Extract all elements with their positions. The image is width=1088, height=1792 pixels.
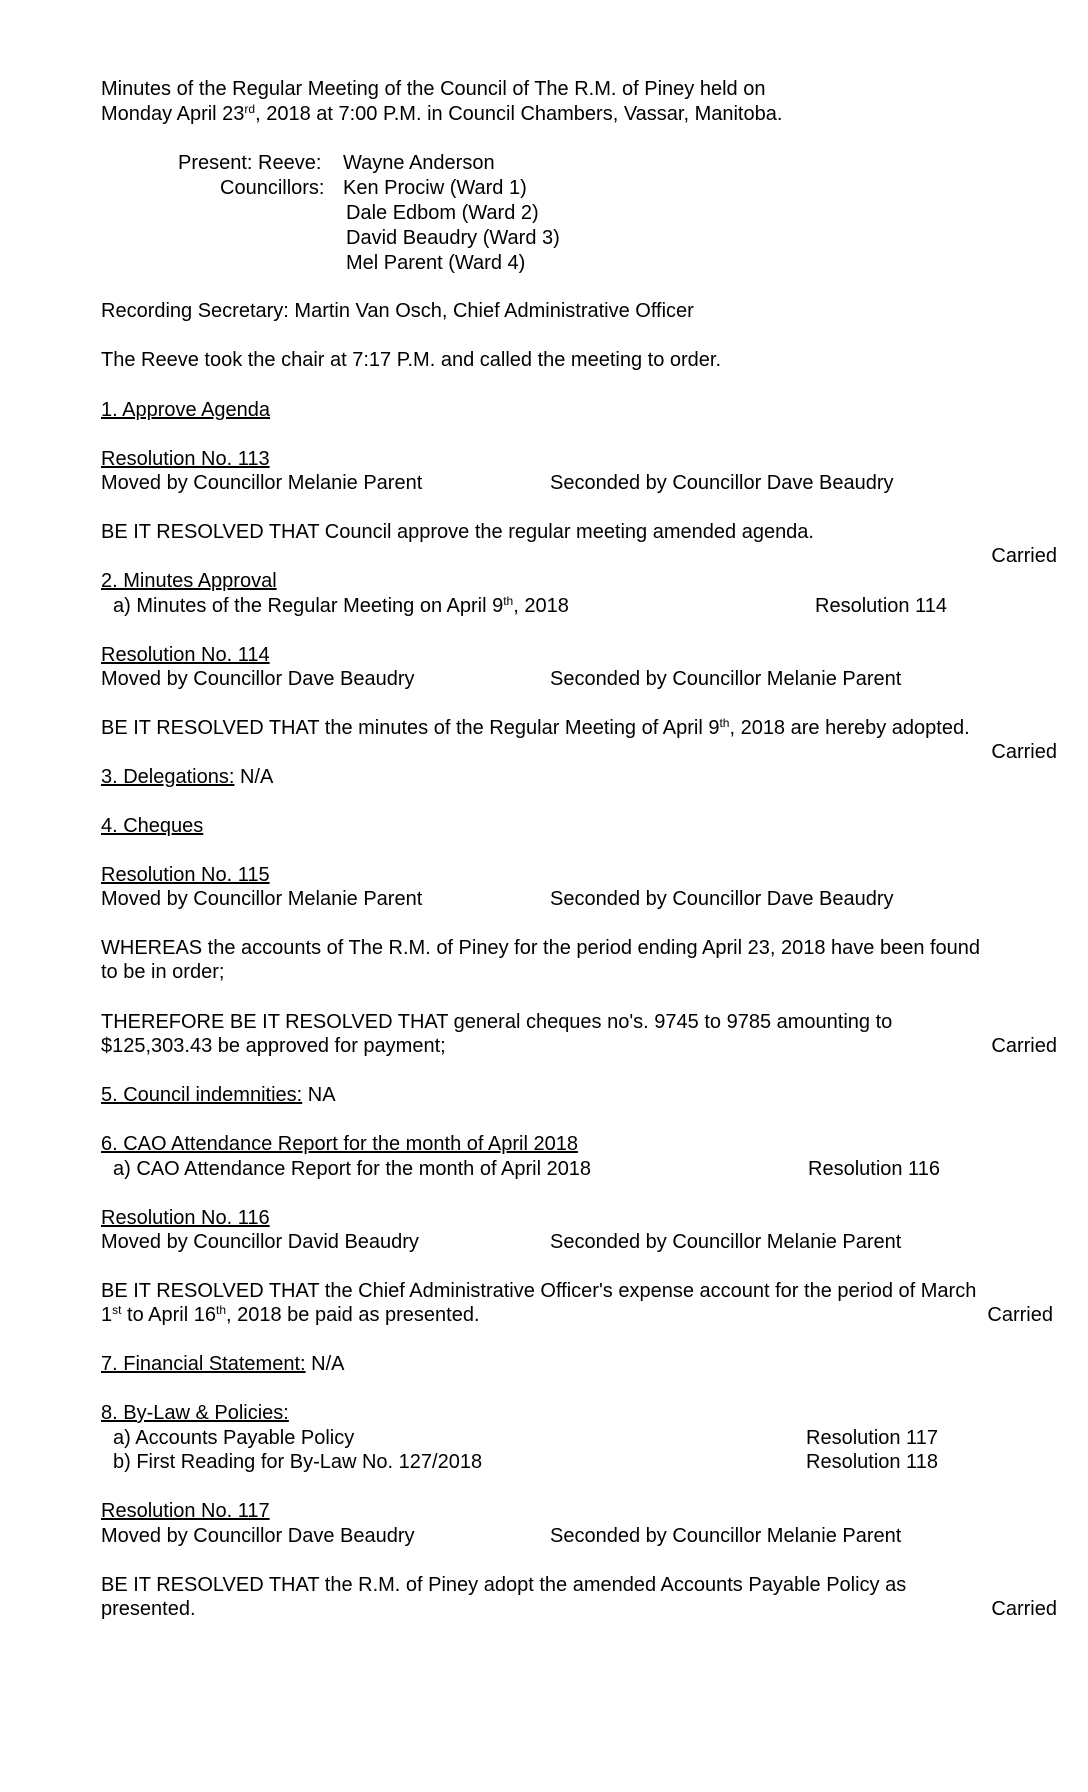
councillors-label: Councillors: bbox=[220, 177, 325, 199]
resolution-115-whereas-2: to be in order; bbox=[101, 961, 225, 983]
resolution-115-whereas-1: WHEREAS the accounts of The R.M. of Piney for the period ending April 23, 2018 have been found bbox=[101, 937, 981, 959]
header-line-2: Monday April 23rd, 2018 at 7:00 P.M. in Council Chambers, Vassar, Manitoba. bbox=[101, 102, 783, 125]
section-2-item-a: a) Minutes of the Regular Meeting on April 9th, 2018 bbox=[113, 594, 569, 617]
section-6-heading: 6. CAO Attendance Report for the month of April 2018 bbox=[101, 1133, 578, 1155]
section-8-item-b-resolution: Resolution 118 bbox=[806, 1451, 938, 1473]
section-3-heading: 3. Delegations: N/A bbox=[101, 766, 274, 788]
resolution-113-text: BE IT RESOLVED THAT Council approve the regular meeting amended agenda. bbox=[101, 521, 814, 543]
resolution-117-title: Resolution No. 117 bbox=[101, 1500, 270, 1522]
resolution-116-moved: Moved by Councillor David Beaudry bbox=[101, 1231, 419, 1253]
resolution-116-text-2: 1st to April 16th, 2018 be paid as presented. bbox=[101, 1303, 480, 1326]
resolution-116-title: Resolution No. 116 bbox=[101, 1207, 270, 1229]
resolution-117-moved: Moved by Councillor Dave Beaudry bbox=[101, 1525, 415, 1547]
recording-secretary: Recording Secretary: Martin Van Osch, Chief Administrative Officer bbox=[101, 300, 694, 322]
section-8-item-a-resolution: Resolution 117 bbox=[806, 1427, 938, 1449]
resolution-115-carried: Carried bbox=[991, 1035, 1057, 1057]
section-8-item-b: b) First Reading for By-Law No. 127/2018 bbox=[113, 1451, 483, 1473]
resolution-117-carried: Carried bbox=[991, 1598, 1057, 1620]
present-label: Present: Reeve: bbox=[178, 152, 322, 174]
resolution-114-moved: Moved by Councillor Dave Beaudry bbox=[101, 668, 415, 690]
reeve-name: Wayne Anderson bbox=[343, 152, 495, 174]
section-8-heading: 8. By-Law & Policies: bbox=[101, 1402, 289, 1424]
call-to-order: The Reeve took the chair at 7:17 P.M. and called the meeting to order. bbox=[101, 349, 722, 371]
resolution-116-seconded: Seconded by Councillor Melanie Parent bbox=[550, 1231, 902, 1253]
section-4-heading: 4. Cheques bbox=[101, 815, 204, 837]
section-1-heading: 1. Approve Agenda bbox=[101, 399, 271, 421]
resolution-114-title: Resolution No. 114 bbox=[101, 644, 270, 666]
resolution-113-seconded: Seconded by Councillor Dave Beaudry bbox=[550, 472, 894, 494]
resolution-115-seconded: Seconded by Councillor Dave Beaudry bbox=[550, 888, 894, 910]
section-5-heading: 5. Council indemnities: NA bbox=[101, 1084, 336, 1106]
section-2-item-a-resolution: Resolution 114 bbox=[815, 595, 947, 617]
resolution-113-title: Resolution No. 113 bbox=[101, 448, 270, 470]
resolution-113-moved: Moved by Councillor Melanie Parent bbox=[101, 472, 423, 494]
resolution-114-seconded: Seconded by Councillor Melanie Parent bbox=[550, 668, 902, 690]
resolution-115-title: Resolution No. 115 bbox=[101, 864, 270, 886]
header-line-1: Minutes of the Regular Meeting of the Council of The R.M. of Piney held on bbox=[101, 78, 766, 100]
resolution-117-seconded: Seconded by Councillor Melanie Parent bbox=[550, 1525, 902, 1547]
resolution-117-text-1: BE IT RESOLVED THAT the R.M. of Piney adopt the amended Accounts Payable Policy as bbox=[101, 1574, 907, 1596]
resolution-114-text: BE IT RESOLVED THAT the minutes of the Regular Meeting of April 9th, 2018 are hereby adopted. bbox=[101, 716, 970, 739]
councillor-4: Mel Parent (Ward 4) bbox=[346, 252, 526, 274]
councillor-3: David Beaudry (Ward 3) bbox=[346, 227, 560, 249]
resolution-116-carried: Carried bbox=[987, 1304, 1053, 1326]
resolution-115-therefore-2: $125,303.43 be approved for payment; bbox=[101, 1035, 446, 1057]
resolution-115-therefore-1: THEREFORE BE IT RESOLVED THAT general cheques no's. 9745 to 9785 amounting to bbox=[101, 1011, 893, 1033]
resolution-113-carried: Carried bbox=[991, 545, 1057, 567]
section-6-item-a: a) CAO Attendance Report for the month of April 2018 bbox=[113, 1158, 592, 1180]
section-2-heading: 2. Minutes Approval bbox=[101, 570, 277, 592]
resolution-114-carried: Carried bbox=[991, 741, 1057, 763]
councillor-2: Dale Edbom (Ward 2) bbox=[346, 202, 539, 224]
section-7-heading: 7. Financial Statement: N/A bbox=[101, 1353, 345, 1375]
resolution-117-text-2: presented. bbox=[101, 1598, 196, 1620]
resolution-115-moved: Moved by Councillor Melanie Parent bbox=[101, 888, 423, 910]
councillor-1: Ken Prociw (Ward 1) bbox=[343, 177, 527, 199]
section-8-item-a: a) Accounts Payable Policy bbox=[113, 1427, 355, 1449]
resolution-116-text-1: BE IT RESOLVED THAT the Chief Administrative Officer's expense account for the period of March bbox=[101, 1280, 977, 1302]
section-6-item-a-resolution: Resolution 116 bbox=[808, 1158, 940, 1180]
